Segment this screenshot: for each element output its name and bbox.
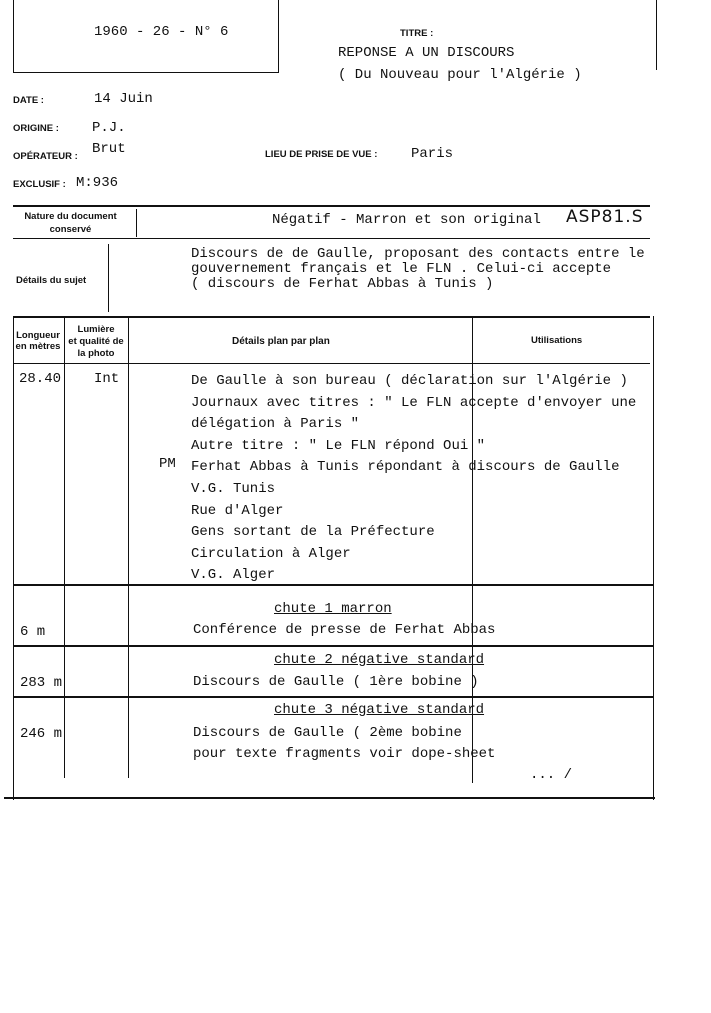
header-utilisations: Utilisations <box>531 335 583 346</box>
nature-top-rule <box>13 205 650 207</box>
shot-line: Journaux avec titres : " Le FLN accepte d'envoyer une <box>191 394 637 411</box>
chute-2-longueur: 283 m <box>20 675 63 691</box>
date-value: 14 Juin <box>94 91 153 107</box>
chute-2-title: chute 2 négative standard <box>274 652 485 668</box>
details-sujet-bracket <box>108 244 109 312</box>
details-sujet-line: gouvernement français et le FLN . Celui-ci accepte <box>191 261 612 277</box>
table-row-rule-2 <box>13 645 653 647</box>
chute-1-longueur: 6 m <box>20 624 46 640</box>
shot-line: délégation à Paris " <box>191 416 360 433</box>
origine-value: P.J. <box>92 120 126 136</box>
header-longueur <box>13 330 63 352</box>
chute-2-line: Discours de Gaulle ( 1ère bobine ) <box>193 674 479 690</box>
header-lumiere <box>64 324 128 360</box>
date-label: DATE : <box>13 95 44 106</box>
page-right-margin-line <box>656 0 657 70</box>
document-reference: 1960 - 26 - N° 6 <box>94 24 229 40</box>
chute-1-line: Conférence de presse de Ferhat Abbas <box>193 622 496 638</box>
exclusif-label: EXCLUSIF : <box>13 179 66 190</box>
document-subtitle: ( Du Nouveau pour l'Algérie ) <box>338 67 582 83</box>
chute-3-title: chute 3 négative standard <box>274 702 485 718</box>
header-details: Détails plan par plan <box>232 336 330 347</box>
origine-label: ORIGINE : <box>13 123 59 134</box>
table-col2-line <box>128 316 129 778</box>
titre-label: TITRE : <box>400 28 434 39</box>
chute-3-longueur: 246 m <box>20 726 63 742</box>
header-box-bottom-border <box>13 72 279 73</box>
shot-line: Autre titre : " Le FLN répond Oui " <box>191 437 486 454</box>
lieu-value: Paris <box>411 146 454 162</box>
header-lumiere-line: la photo <box>77 348 115 359</box>
nature-handwritten-ref: ASP81.S <box>566 207 644 227</box>
shot-line: Gens sortant de la Préfecture <box>191 524 435 541</box>
header-lumiere-line: Lumière <box>77 324 115 335</box>
chute-1-title: chute 1 marron <box>274 601 392 617</box>
nature-label-line2: conservé <box>49 224 92 235</box>
table-col1-line <box>64 316 65 778</box>
lieu-label: LIEU DE PRISE DE VUE : <box>265 149 378 160</box>
exclusif-value: M:936 <box>76 175 119 191</box>
main-lumiere: Int <box>94 371 120 387</box>
header-box-left-border <box>13 0 14 73</box>
shot-line: De Gaulle à son bureau ( déclaration sur l'Algérie ) <box>191 373 628 389</box>
operateur-label: OPÉRATEUR : <box>13 151 78 162</box>
main-pm-marker: PM <box>159 456 176 472</box>
shot-line: Rue d'Alger <box>191 502 284 519</box>
table-top-rule <box>13 316 650 318</box>
chute-3-line: Discours de Gaulle ( 2ème bobine <box>193 725 462 741</box>
chute-3-line: pour texte fragments voir dope-sheet <box>193 746 496 762</box>
main-shot-list <box>191 371 636 587</box>
details-sujet-line: Discours de de Gaulle, proposant des contacts entre le <box>191 246 645 262</box>
header-longueur-line: en mètres <box>15 341 61 352</box>
operateur-value: Brut <box>92 141 126 157</box>
table-row-rule-1 <box>13 584 653 586</box>
table-header-rule <box>13 363 650 364</box>
nature-label-line1: Nature du document <box>24 211 117 222</box>
nature-bracket <box>136 209 137 237</box>
details-sujet-line: ( discours de Ferhat Abbas à Tunis ) <box>191 276 494 292</box>
continuation-mark: ... / <box>530 767 573 783</box>
shot-line: Ferhat Abbas à Tunis répondant à discours de Gaulle <box>191 459 620 476</box>
table-row-rule-3 <box>13 696 653 698</box>
header-lumiere-line: et qualité de <box>68 336 124 347</box>
header-box-right-border <box>278 0 279 73</box>
nature-value: Négatif - Marron et son original <box>272 212 541 228</box>
table-bottom-rule <box>4 797 655 799</box>
shot-line: Circulation à Alger <box>191 545 351 562</box>
main-longueur: 28.40 <box>19 371 62 387</box>
table-left-border <box>13 316 14 800</box>
details-sujet-text <box>191 247 645 292</box>
nature-bottom-rule <box>13 238 650 239</box>
table-right-border <box>653 316 654 800</box>
document-title: REPONSE A UN DISCOURS <box>338 45 515 61</box>
shot-line: V.G. Tunis <box>191 480 276 497</box>
details-sujet-label: Détails du sujet <box>16 275 87 286</box>
shot-line: V.G. Alger <box>191 567 276 584</box>
header-longueur-line: Longueur <box>16 330 60 341</box>
